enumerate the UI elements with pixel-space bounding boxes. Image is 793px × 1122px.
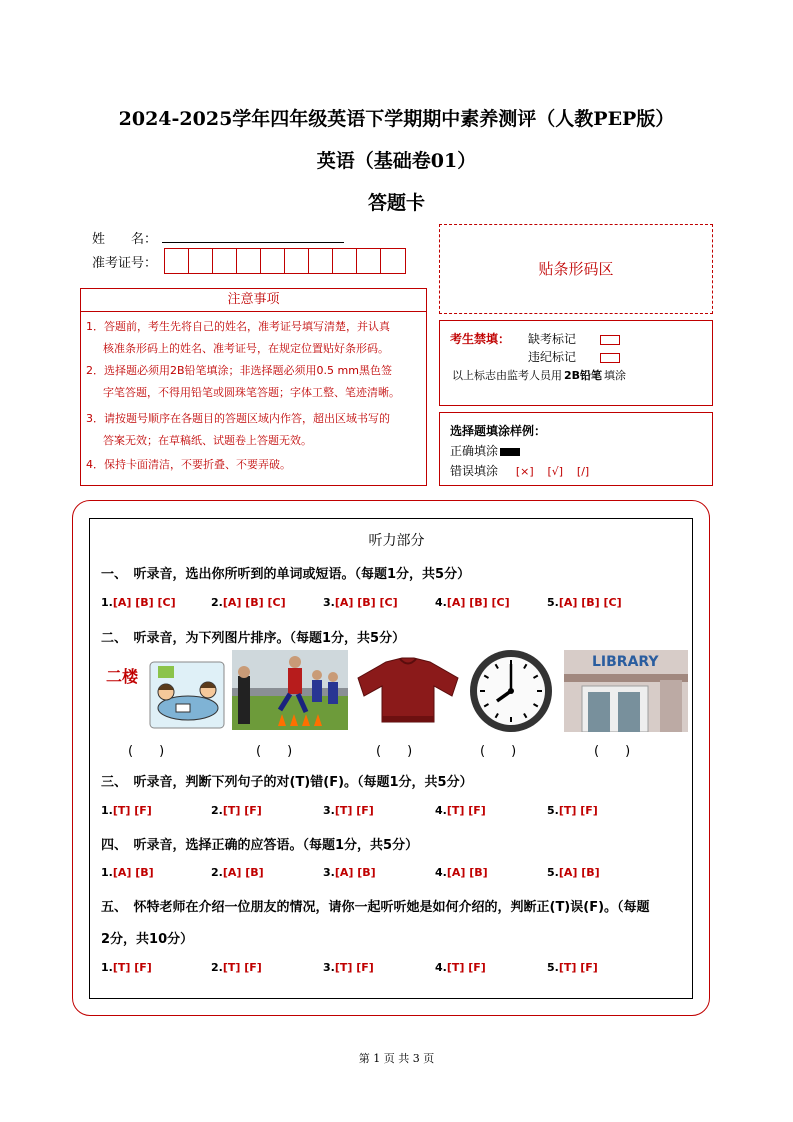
picture-clock [468,648,554,734]
picture-library [564,650,688,732]
s4-q1[interactable] [101,866,154,879]
q-num: 2. [211,961,223,974]
q-num: 1. [101,596,113,609]
q-num: 2. [211,804,223,817]
s3-q2[interactable] [211,804,262,817]
q-num: 2. [211,596,223,609]
sample-title: 选择题填涂样例： [450,424,547,438]
q-num: 3. [323,961,335,974]
id-digit-box[interactable] [309,249,333,273]
section-1-title: 一、 听录音，选出你所听到的单词或短语。（每题1分，共5分） [101,567,471,582]
id-digit-box[interactable] [357,249,381,273]
notice-item: 字笔答题，不得用铅笔或圆珠笔答题；字体工整、笔迹清晰。 [103,386,400,399]
q-num: 3. [323,804,335,817]
wrong-fill-label: 错误填涂 [450,464,499,478]
correct-fill-row [450,442,520,459]
q-num: 5. [547,596,559,609]
forbidden-box [439,320,713,406]
barcode-area [439,224,713,314]
s5-q4[interactable] [435,961,486,974]
order-blank-2[interactable]: ( ) [256,744,293,759]
q-options[interactable]: [T] [F] [558,961,598,974]
forbidden-note-a: 以上标志由监考人员用 [452,369,562,382]
picture-football [232,650,348,730]
q-options[interactable]: [A] [B] [446,866,488,879]
q-num: 1. [101,961,113,974]
q-num: 3. [323,596,335,609]
notice-item: 2．选择题必须用2B铅笔填涂；非选择题必须用0.5 mm黑色签 [86,364,392,377]
picture-sweater [356,656,460,726]
s4-q4[interactable] [435,866,488,879]
q-num: 5. [547,866,559,879]
name-label: 姓 名： [92,232,158,247]
q-options[interactable]: [T] [F] [446,961,486,974]
card-title: 答题卡 [367,192,425,214]
q-options[interactable]: [T] [F] [558,804,598,817]
section-3-title: 三、 听录音，判断下列句子的对(T)错(F)。（每题1分，共5分） [101,775,473,790]
q-options[interactable]: [A] [B] [C] [112,596,176,609]
q-options[interactable]: [A] [B] [112,866,154,879]
forbidden-note-b: 2B铅笔 [564,369,603,382]
q-num: 4. [435,866,447,879]
q-options[interactable]: [T] [F] [446,804,486,817]
s5-q3[interactable] [323,961,374,974]
id-digit-box[interactable] [237,249,261,273]
id-digit-box[interactable] [261,249,285,273]
section-4-title: 四、 听录音，选择正确的应答语。（每题1分，共5分） [101,838,419,853]
exam-title: 2024-2025学年四年级英语下学期期中素养测评（人教PEP版） [118,108,675,130]
id-number-boxes[interactable] [164,248,406,274]
correct-fill-sample [500,448,520,456]
id-label: 准考证号： [92,256,158,271]
s5-q2[interactable] [211,961,262,974]
s1-q1[interactable] [101,596,176,609]
s3-q4[interactable] [435,804,486,817]
correct-fill-label: 正确填涂 [450,444,499,458]
forbidden-title: 考生禁填： [450,332,511,346]
violation-label: 违纪标记 [528,350,577,364]
name-input-line[interactable] [162,241,344,243]
notice-item: 3．请按题号顺序在各题目的答题区域内作答，超出区域书写的 [86,412,390,425]
notice-item: 核准条形码上的姓名、准考证号，在规定位置贴好条形码。 [103,342,389,355]
q-options[interactable]: [A] [B] [558,866,600,879]
q-options[interactable]: [A] [B] [C] [446,596,510,609]
listening-heading: 听力部分 [368,533,425,549]
order-blank-4[interactable]: ( ) [480,744,517,759]
s5-q1[interactable] [101,961,152,974]
notice-item: 答案无效；在草稿纸、试题卷上答题无效。 [103,434,312,447]
q-options[interactable]: [T] [F] [222,804,262,817]
order-blank-5[interactable]: ( ) [594,744,631,759]
q-options[interactable]: [T] [F] [334,804,374,817]
q-options[interactable]: [A] [B] [C] [334,596,398,609]
sample-box [439,412,713,486]
notice-item: 4．保持卡面清洁，不要折叠、不要弄破。 [86,458,291,471]
s1-q2[interactable] [211,596,286,609]
q-num: 4. [435,961,447,974]
wrong-mark-check: [√] [547,465,564,478]
q-num: 5. [547,961,559,974]
wrong-fill-row [450,462,589,479]
id-digit-box[interactable] [165,249,189,273]
s4-q2[interactable] [211,866,264,879]
s1-q5[interactable] [547,596,622,609]
id-digit-box[interactable] [381,249,405,273]
q-num: 3. [323,866,335,879]
id-digit-box[interactable] [213,249,237,273]
s3-q1[interactable] [101,804,152,817]
picture-floor-label: 二楼 [106,667,139,686]
notice-item: 1．答题前，考生先将自己的姓名，准考证号填写清楚，并认真 [86,320,390,333]
s1-q4[interactable] [435,596,510,609]
absent-mark-box[interactable] [600,335,620,345]
q-num: 4. [435,804,447,817]
s4-q5[interactable] [547,866,600,879]
s5-q5[interactable] [547,961,598,974]
order-blank-3[interactable]: ( ) [376,744,413,759]
q-options[interactable]: [T] [F] [222,961,262,974]
q-options[interactable]: [T] [F] [334,961,374,974]
exam-subtitle: 英语（基础卷01） [316,150,477,172]
q-options[interactable]: [A] [B] [222,866,264,879]
order-blank-1[interactable]: ( ) [128,744,165,759]
s1-q3[interactable] [323,596,398,609]
violation-mark-row [528,348,620,365]
q-num: 2. [211,866,223,879]
notice-title: 注意事项 [80,288,427,312]
absent-mark-row [528,330,620,347]
classroom-illustration [146,660,226,732]
wrong-mark-slash: [/] [576,465,590,478]
q-num: 4. [435,596,447,609]
q-options[interactable]: [T] [F] [112,961,152,974]
q-options[interactable]: [A] [B] [C] [558,596,622,609]
q-options[interactable]: [A] [B] [334,866,376,879]
q-options[interactable]: [A] [B] [C] [222,596,286,609]
forbidden-note [452,367,626,383]
forbidden-note-c: 填涂 [604,369,627,382]
picture-classroom [104,660,226,732]
s3-q5[interactable] [547,804,598,817]
library-sign: LIBRARY [592,654,659,670]
page-footer: 第 1 页 共 3 页 [358,1052,435,1065]
wrong-mark-x: [×] [515,465,534,478]
q-options[interactable]: [T] [F] [112,804,152,817]
id-digit-box[interactable] [333,249,357,273]
section-5-title-cont: 2分，共10分） [101,932,194,947]
q-num: 1. [101,866,113,879]
absent-label: 缺考标记 [528,332,577,346]
s4-q3[interactable] [323,866,376,879]
id-digit-box[interactable] [189,249,213,273]
violation-mark-box[interactable] [600,353,620,363]
section-5-title: 五、 怀特老师在介绍一位朋友的情况，请你一起听听她是如何介绍的，判断正(T)误(F)。（每题 [101,900,650,915]
q-num: 5. [547,804,559,817]
section-2-title: 二、 听录音，为下列图片排序。（每题1分，共5分） [101,631,406,646]
q-num: 1. [101,804,113,817]
s3-q3[interactable] [323,804,374,817]
barcode-label: 贴条形码区 [538,260,614,278]
id-digit-box[interactable] [285,249,309,273]
